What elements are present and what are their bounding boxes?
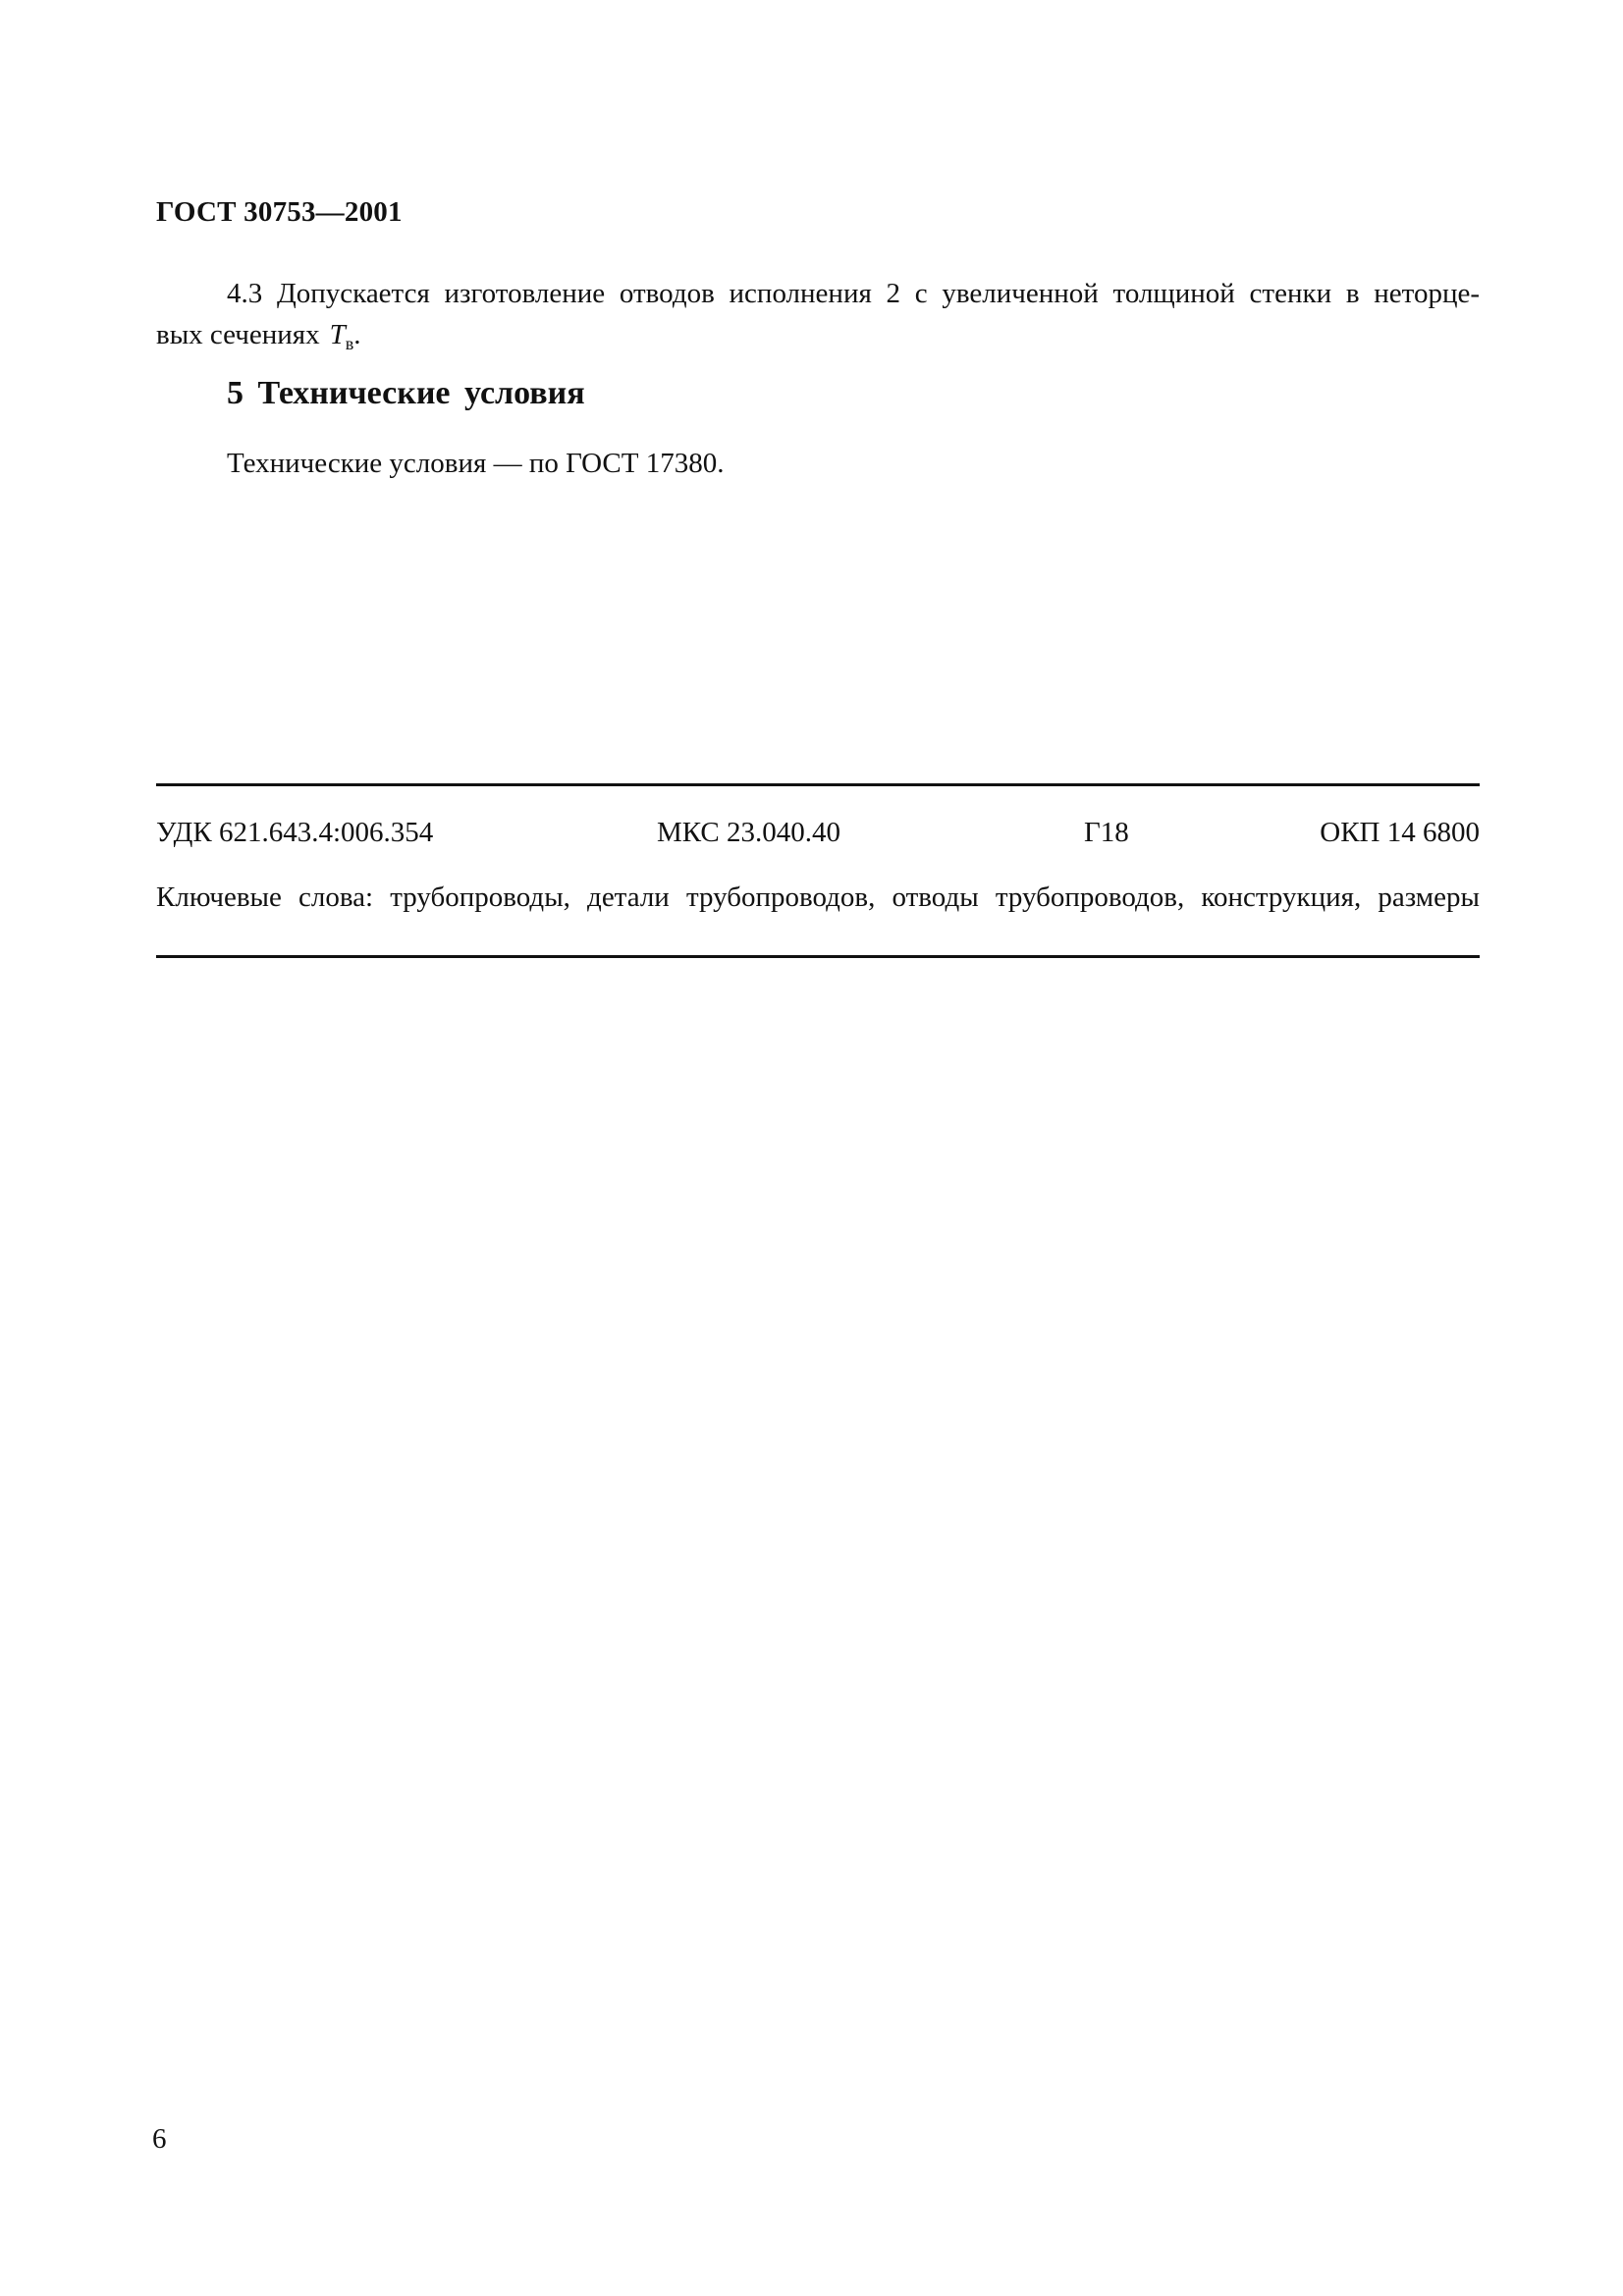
clause-4-3-period: . <box>353 319 361 350</box>
clause-4-3-line2 <box>156 314 1480 355</box>
wall-thickness-symbol <box>329 319 354 353</box>
mks-code: МКС 23.040.40 <box>657 817 840 848</box>
page-number: 6 <box>152 2123 167 2155</box>
udk-code: УДК 621.643.4:006.354 <box>156 817 434 848</box>
group-code: Г18 <box>1084 817 1129 848</box>
clause-4-3-line2-text: вых сечениях <box>156 319 320 350</box>
clause-4-3 <box>156 273 1480 355</box>
wall-thickness-symbol-letter: T <box>329 319 346 350</box>
divider-top <box>156 783 1480 786</box>
okp-code: ОКП 14 6800 <box>1320 817 1480 848</box>
section-5-text: Технические условия — по ГОСТ 17380. <box>227 448 725 479</box>
keywords: Ключевые слова: трубопроводы, детали трубопроводов, отводы трубопроводов, конструкция, размеры <box>156 881 1480 913</box>
divider-bottom <box>156 955 1480 958</box>
classification-row <box>156 817 1480 856</box>
clause-4-3-line1: 4.3 Допускается изготовление отводов исполнения 2 с увеличенной толщиной стенки в неторце- <box>227 278 1480 309</box>
wall-thickness-symbol-subscript: в <box>345 334 354 353</box>
document-code: ГОСТ 30753—2001 <box>156 196 403 228</box>
section-5-heading: 5 Технические условия <box>227 375 585 411</box>
